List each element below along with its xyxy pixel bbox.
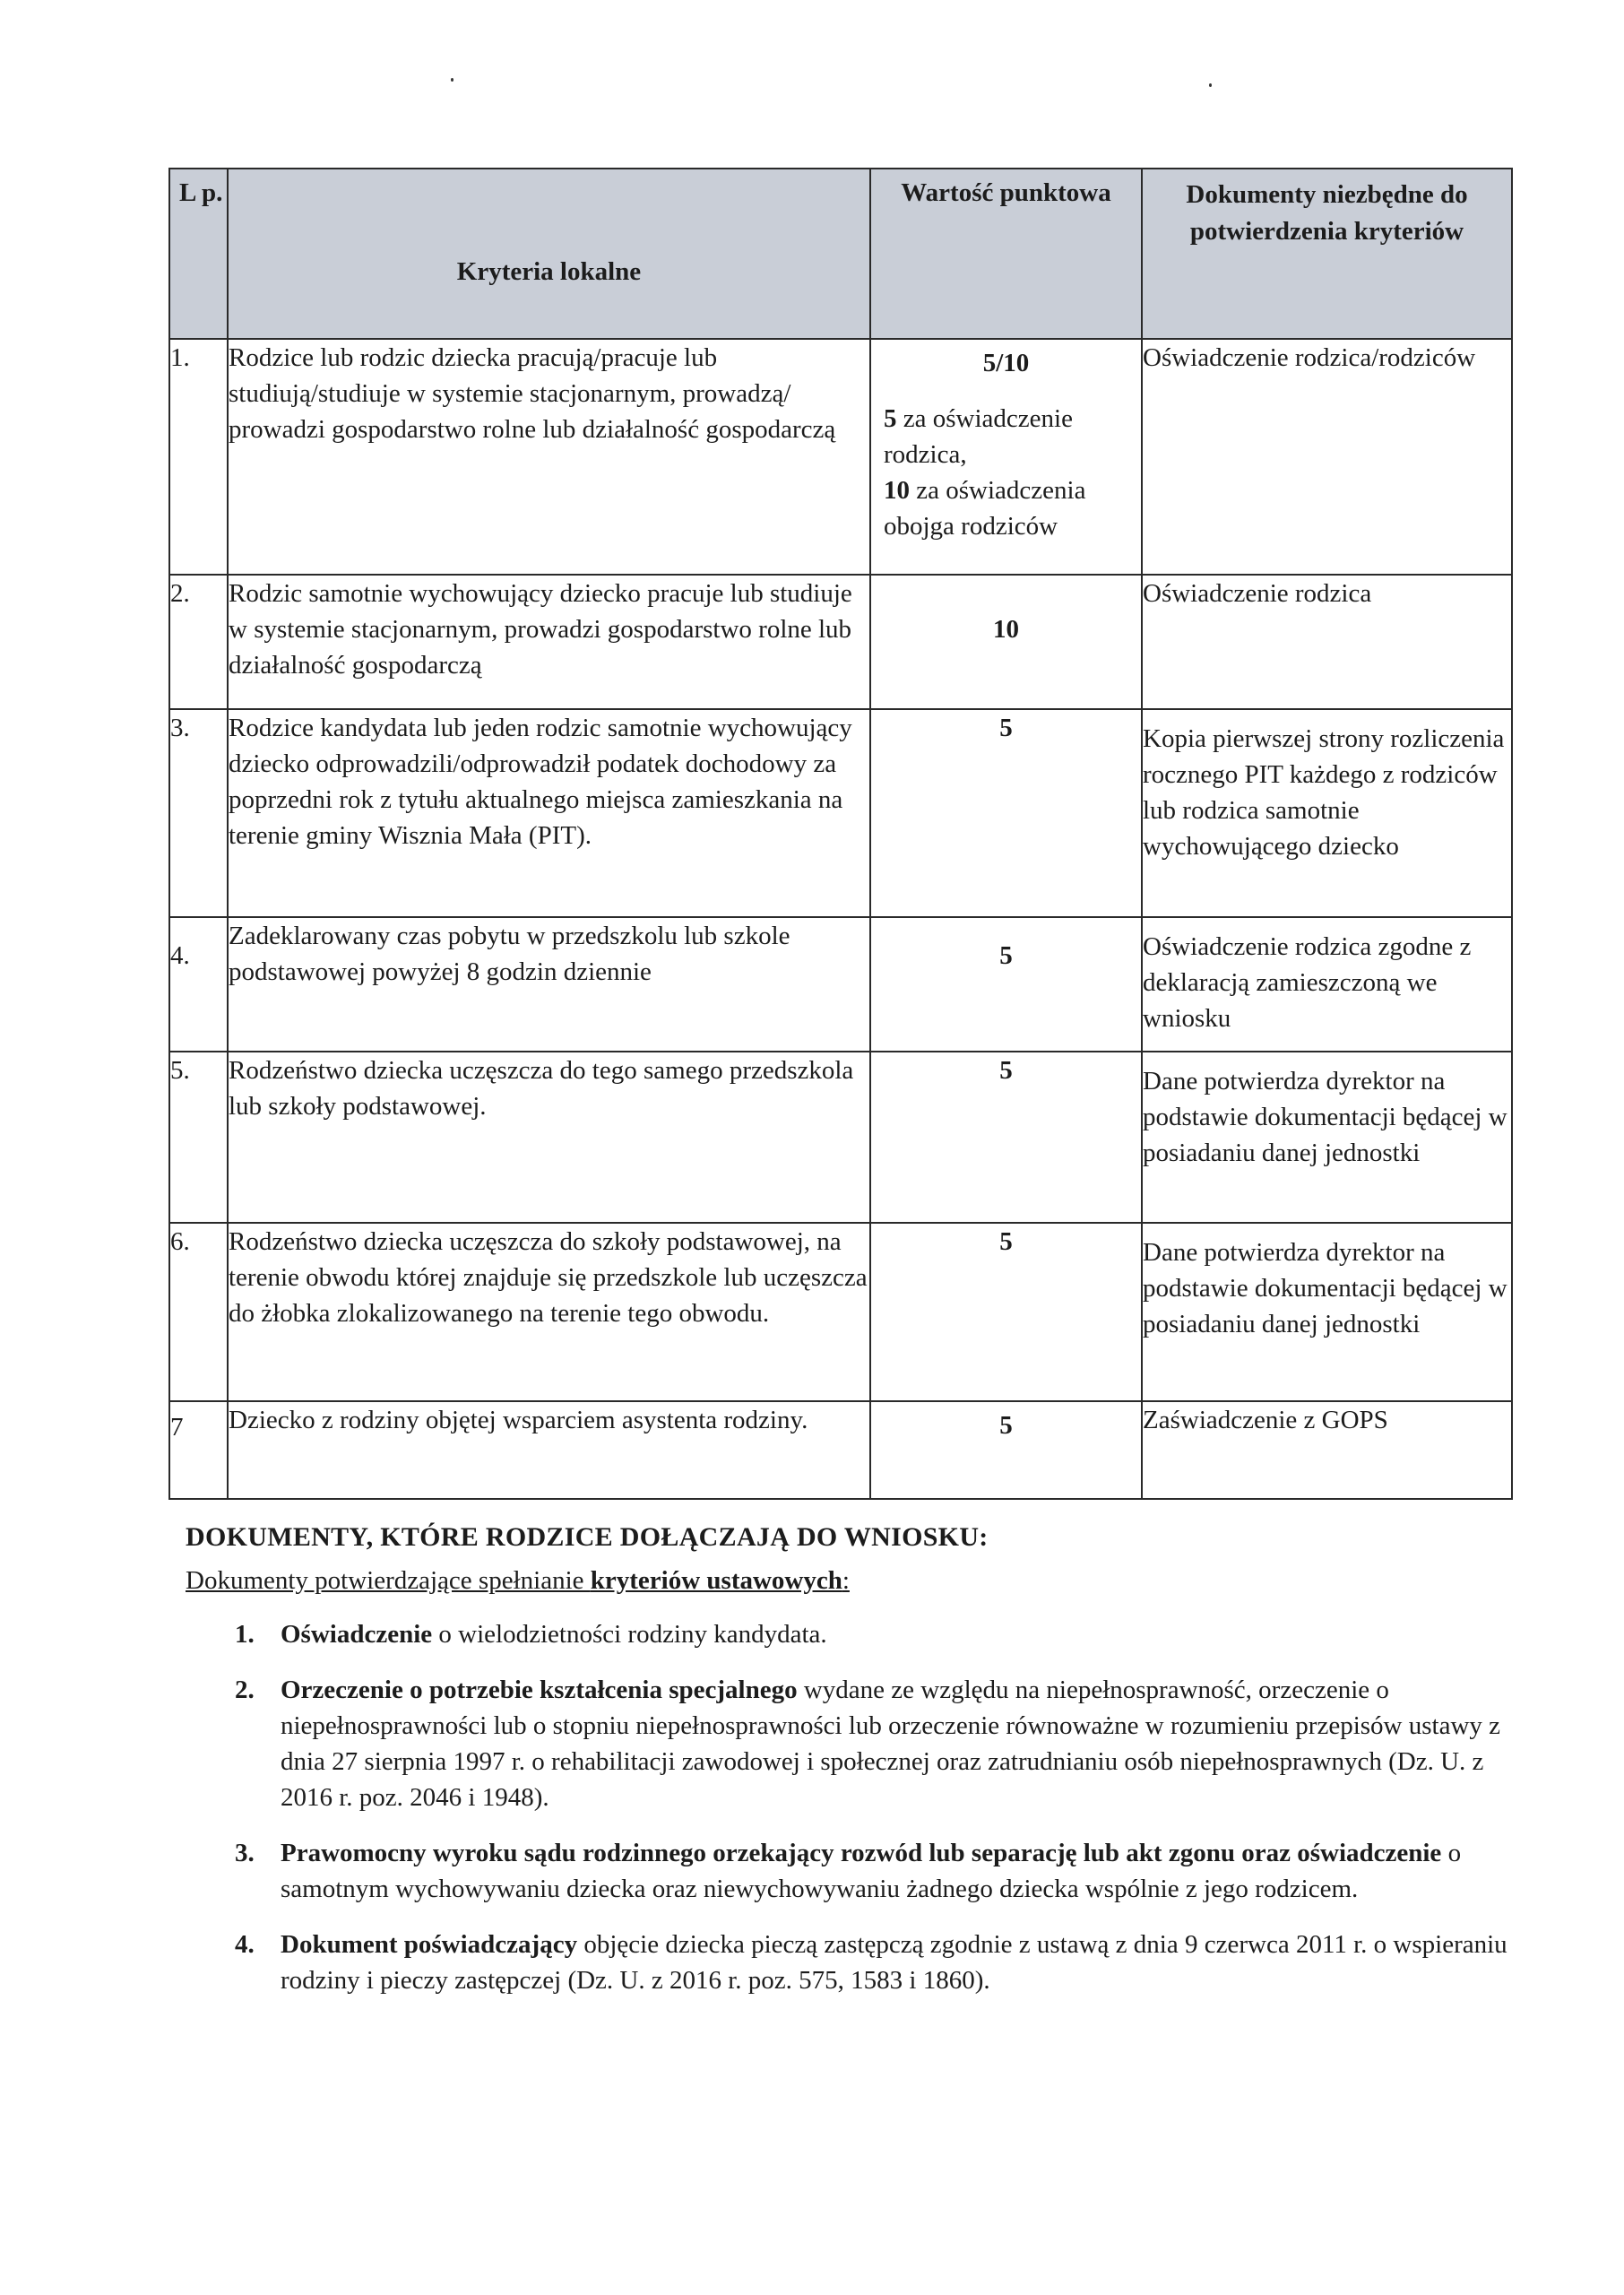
criterion-text: Rodzic samotnie wychowujący dziecko pracuje lub studiuje w systemie stacjonarnym, prowadzi gospodarstwo rolne lub działalność gospodarczą [228,575,870,709]
table-row [169,339,1512,575]
list-item [186,1927,1512,1998]
list-item-number: 3. [235,1839,255,1867]
list-item-number: 4. [235,1930,255,1959]
documents-list [186,1616,1512,1998]
points-value: 10 [870,575,1142,709]
points-detail-value: 5 [884,404,897,433]
list-item [186,1835,1512,1907]
criterion-text: Rodzice kandydata lub jeden rodzic samotnie wychowujący dziecko odprowadzili/odprowadził podatek dochodowy za poprzedni rok z tytułu aktualnego miejsca zamieszkania na terenie gminy Wisznia Mała (PIT). [228,709,870,917]
table-row [169,1401,1512,1499]
list-item-text: o wielodzietności rodziny kandydata. [432,1620,827,1649]
points-detail-value: 10 [884,476,910,505]
table-row [169,709,1512,917]
list-item-text: o samotnym wychowywaniu dziecka oraz niewychowywaniu żadnego dziecka wspólnie z jego rodzicem. [281,1839,1462,1903]
documents-text: Dane potwierdza dyrektor na podstawie dokumentacji będącej w posiadaniu danej jednostki [1142,1052,1512,1223]
row-number: 6. [169,1223,228,1401]
points-value: 5 [870,1401,1142,1499]
list-item [186,1672,1512,1815]
header-points: Wartość punktowa [870,169,1142,339]
section-subtitle [186,1563,1512,1598]
documents-text: Oświadczenie rodzica [1142,575,1512,709]
list-item [186,1616,1512,1652]
list-item-bold: Dokument poświadczający [281,1930,578,1959]
row-number: 3. [169,709,228,917]
criterion-text: Rodzeństwo dziecka uczęszcza do szkoły podstawowej, na terenie obwodu której znajduje się przedszkole lub uczęszcza do żłobka zlokalizowanego na terenie tego obwodu. [228,1223,870,1401]
table-row [169,1223,1512,1401]
list-item-text: objęcie dziecka pieczą zastępczą zgodnie z ustawą z dnia 9 czerwca 2011 r. o wspieraniu rodziny i pieczy zastępczej (Dz. U. z 2016 r. poz. 575, 1583 i 1860). [281,1930,1507,1995]
points-value: 5/10 [982,349,1030,377]
header-criteria: Kryteria lokalne [228,169,870,339]
required-documents-section [186,1520,1512,2018]
row-number: 1. [169,339,228,575]
row-number: 4. [169,917,228,1052]
table-header-row [169,169,1512,339]
documents-text: Oświadczenie rodzica zgodne z deklaracją zamieszczoną we wniosku [1142,917,1512,1052]
documents-text: Oświadczenie rodzica/rodziców [1142,339,1512,575]
list-item-bold: Orzeczenie o potrzebie kształcenia specjalnego [281,1676,798,1704]
points-detail-text: za oświadczenie rodzica, [884,404,1073,469]
points-value: 5 [870,1052,1142,1223]
points-detail-text: za oświadczenia obojga rodziców [884,476,1086,541]
list-item-bold: Oświadczenie [281,1620,433,1649]
points-value: 5 [870,1223,1142,1401]
points-value: 5 [870,917,1142,1052]
subtitle-text: Dokumenty potwierdzające spełnianie [186,1566,591,1595]
points-detail [871,401,1141,544]
table-row [169,575,1512,709]
header-documents: Dokumenty niezbędne do potwierdzenia kryteriów [1142,169,1512,339]
scan-speck [451,78,454,82]
points-value: 5 [870,709,1142,917]
table-row [169,1052,1512,1223]
criterion-text: Rodzice lub rodzic dziecka pracują/pracuje lub studiują/studiuje w systemie stacjonarnym, prowadzą/ prowadzi gospodarstwo rolne lub działalność gospodarczą [228,339,870,575]
row-number: 7 [169,1401,228,1499]
criterion-text: Rodzeństwo dziecka uczęszcza do tego samego przedszkola lub szkoły podstawowej. [228,1052,870,1223]
scan-speck [1209,83,1212,87]
points-cell [870,339,1142,575]
local-criteria-table [168,168,1513,1500]
list-item-text: wydane ze względu na niepełnosprawność, orzeczenie o niepełnosprawności lub o stopniu niepełnosprawności lub orzeczenie równoważne w rozumieniu przepisów ustawy z dnia 27 sierpnia 1997 r. o rehabilitacji zawodowej i społecznej oraz zatrudnianiu osób niepełnosprawnych (Dz. U. z 2016 r. poz. 2046 i 1948). [281,1676,1501,1812]
subtitle-end: : [842,1566,850,1595]
documents-text: Dane potwierdza dyrektor na podstawie dokumentacji będącej w posiadaniu danej jednostki [1142,1223,1512,1401]
section-heading: DOKUMENTY, KTÓRE RODZICE DOŁĄCZAJĄ DO WNIOSKU: [186,1522,989,1552]
list-item-bold: Prawomocny wyroku sądu rodzinnego orzekający rozwód lub separację lub akt zgonu oraz oświadczenie [281,1839,1442,1867]
row-number: 5. [169,1052,228,1223]
row-number: 2. [169,575,228,709]
list-item-number: 2. [235,1676,255,1704]
header-lp: L p. [169,169,228,339]
points-detail-line [884,472,1141,544]
list-item-number: 1. [235,1620,255,1649]
criterion-text: Dziecko z rodziny objętej wsparciem asystenta rodziny. [228,1401,870,1499]
documents-text: Zaświadczenie z GOPS [1142,1401,1512,1499]
documents-text: Kopia pierwszej strony rozliczenia rocznego PIT każdego z rodziców lub rodzica samotnie wychowującego dziecko [1142,709,1512,917]
table-row [169,917,1512,1052]
points-detail-line [884,401,1141,472]
subtitle-bold-text: kryteriów ustawowych [590,1566,842,1595]
criterion-text: Zadeklarowany czas pobytu w przedszkolu lub szkole podstawowej powyżej 8 godzin dziennie [228,917,870,1052]
